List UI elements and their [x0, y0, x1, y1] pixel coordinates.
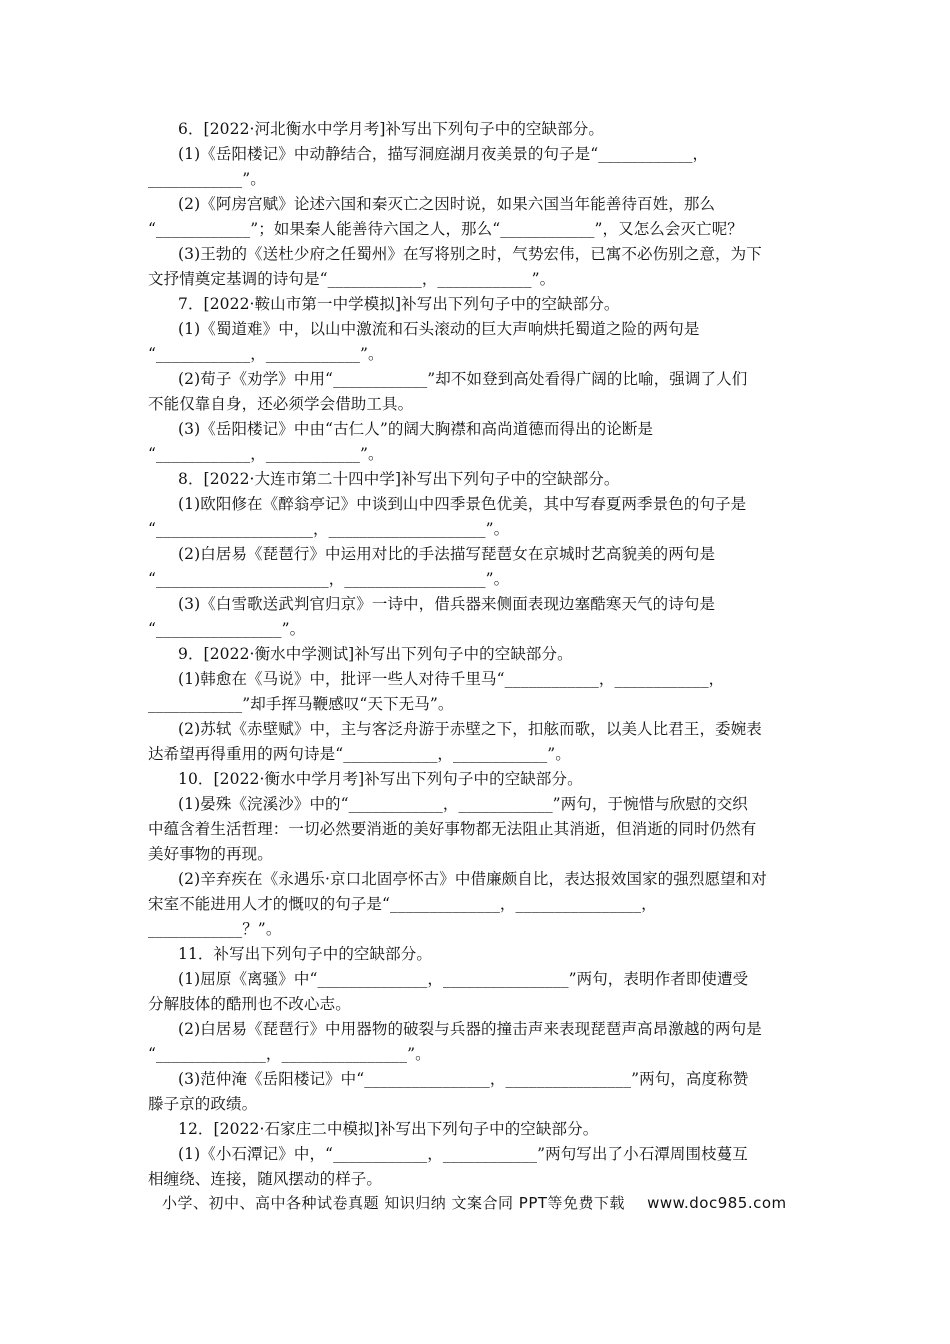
footer-url-link[interactable]: www.doc985.com: [647, 1194, 787, 1212]
question-10-heading: 10．[2022·衡水中学月考]补写出下列句子中的空缺部分。: [178, 770, 583, 788]
question-7-3-text: (3)《岳阳楼记》中由“古仁人”的阔大胸襟和高尚道德而得出的论断是: [178, 420, 654, 438]
question-8-2-text: (2)白居易《琵琶行》中运用对比的手法描写琵琶女在京城时艺高貌美的两句是: [178, 545, 716, 563]
question-6-3-text: (3)王勃的《送杜少府之任蜀州》在写将别之时，气势宏伟，已寓不必伤别之意，为下: [178, 245, 762, 263]
question-11-3-text-cont: 滕子京的政绩。: [148, 1095, 258, 1113]
footer-banner: [162, 1192, 787, 1213]
question-6-2-text: (2)《阿房宫赋》论述六国和秦灭亡之因时说，如果六国当年能善待百姓，那么: [178, 195, 716, 213]
question-10-2-text-cont: 宋室不能进用人才的慨叹的句子是“______________，________________，: [148, 895, 657, 913]
question-6-2-text-cont: “____________”；如果秦人能善待六国之人，那么“____________”，又怎么会灭亡呢？: [148, 220, 743, 238]
question-7-2-text-cont: 不能仅靠自身，还必须学会借助工具。: [148, 395, 414, 413]
question-9-2-text: (2)苏轼《赤壁赋》中，主与客泛舟游于赤壁之下，扣舷而歌，以美人比君王，委婉表: [178, 720, 762, 738]
question-10-2-text-cont2: ____________？”。: [148, 920, 282, 938]
question-6-1-text-cont: ____________”。: [148, 170, 266, 188]
question-10-2-text: (2)辛弃疾在《永遇乐·京口北固亭怀古》中借廉颇自比，表达报效国家的强烈愿望和对: [178, 870, 767, 888]
question-6-1-text: (1)《岳阳楼记》中动静结合，描写洞庭湖月夜美景的句子是“____________，: [178, 145, 709, 163]
question-12-heading: 12．[2022·石家庄二中模拟]补写出下列句子中的空缺部分。: [178, 1120, 599, 1138]
question-7-3-text-cont: “____________，____________”。: [148, 445, 384, 463]
question-9-heading: 9．[2022·衡水中学测试]补写出下列句子中的空缺部分。: [178, 645, 573, 663]
question-7-heading: 7．[2022·鞍山市第一中学模拟]补写出下列句子中的空缺部分。: [178, 295, 620, 313]
question-12-1-text-cont: 相缠绕、连接，随风摆动的样子。: [148, 1170, 383, 1188]
question-12-1-text: (1)《小石潭记》中，“____________，____________”两句写出了小石潭周围枝蔓互: [178, 1145, 748, 1163]
question-8-3-text: (3)《白雪歌送武判官归京》一诗中，借兵器来侧面表现边塞酷寒天气的诗句是: [178, 595, 716, 613]
question-11-2-text: (2)白居易《琵琶行》中用器物的破裂与兵器的撞击声来表现琵琶声高昂激越的两句是: [178, 1020, 762, 1038]
question-11-1-text-cont: 分解肢体的酷刑也不改心志。: [148, 995, 351, 1013]
question-11-heading: 11．补写出下列句子中的空缺部分。: [178, 945, 432, 963]
question-8-3-text-cont: “________________”。: [148, 620, 306, 638]
question-6-heading: 6．[2022·河北衡水中学月考]补写出下列句子中的空缺部分。: [178, 120, 604, 138]
question-11-2-text-cont: “______________，________________”。: [148, 1045, 431, 1063]
question-7-2-text: (2)荀子《劝学》中用“____________”却不如登到高处看得广阔的比喻，强调了人们: [178, 370, 748, 388]
question-7-1-text-cont: “____________，____________”。: [148, 345, 384, 363]
question-11-1-text: (1)屈原《离骚》中“______________，________________”两句，表明作者即使遭受: [178, 970, 749, 988]
question-7-1-text: (1)《蜀道难》中，以山中激流和石头滚动的巨大声响烘托蜀道之险的两句是: [178, 320, 700, 338]
question-9-2-text-cont: 达希望再得重用的两句诗是“____________，____________”。: [148, 745, 571, 763]
question-8-heading: 8．[2022·大连市第二十四中学]补写出下列句子中的空缺部分。: [178, 470, 620, 488]
question-6-3-text-cont: 文抒情奠定基调的诗句是“____________，____________”。: [148, 270, 556, 288]
question-9-1-text: (1)韩愈在《马说》中，批评一些人对待千里马“____________，____________，: [178, 670, 725, 688]
question-10-1-text-cont: 中蕴含着生活哲理：一切必然要消逝的美好事物都无法阻止其消逝，但消逝的同时仍然有: [148, 820, 757, 838]
question-10-1-text: (1)晏殊《浣溪沙》中的“____________，____________”两句，于惋惜与欣慰的交织: [178, 795, 748, 813]
question-8-2-text-cont: “______________________，__________________”。: [148, 570, 510, 588]
question-8-1-text: (1)欧阳修在《醉翁亭记》中谈到山中四季景色优美，其中写春夏两季景色的句子是: [178, 495, 747, 513]
footer-text: 小学、初中、高中各种试卷真题 知识归纳 文案合同 PPT等免费下载: [162, 1194, 626, 1212]
question-8-1-text-cont: “____________________，____________________”。: [148, 520, 510, 538]
question-11-3-text: (3)范仲淹《岳阳楼记》中“________________，________________”两句，高度称赞: [178, 1070, 749, 1088]
question-10-1-text-cont2: 美好事物的再现。: [148, 845, 273, 863]
question-9-1-text-cont: ____________”却手挥马鞭感叹“天下无马”。: [148, 695, 454, 713]
